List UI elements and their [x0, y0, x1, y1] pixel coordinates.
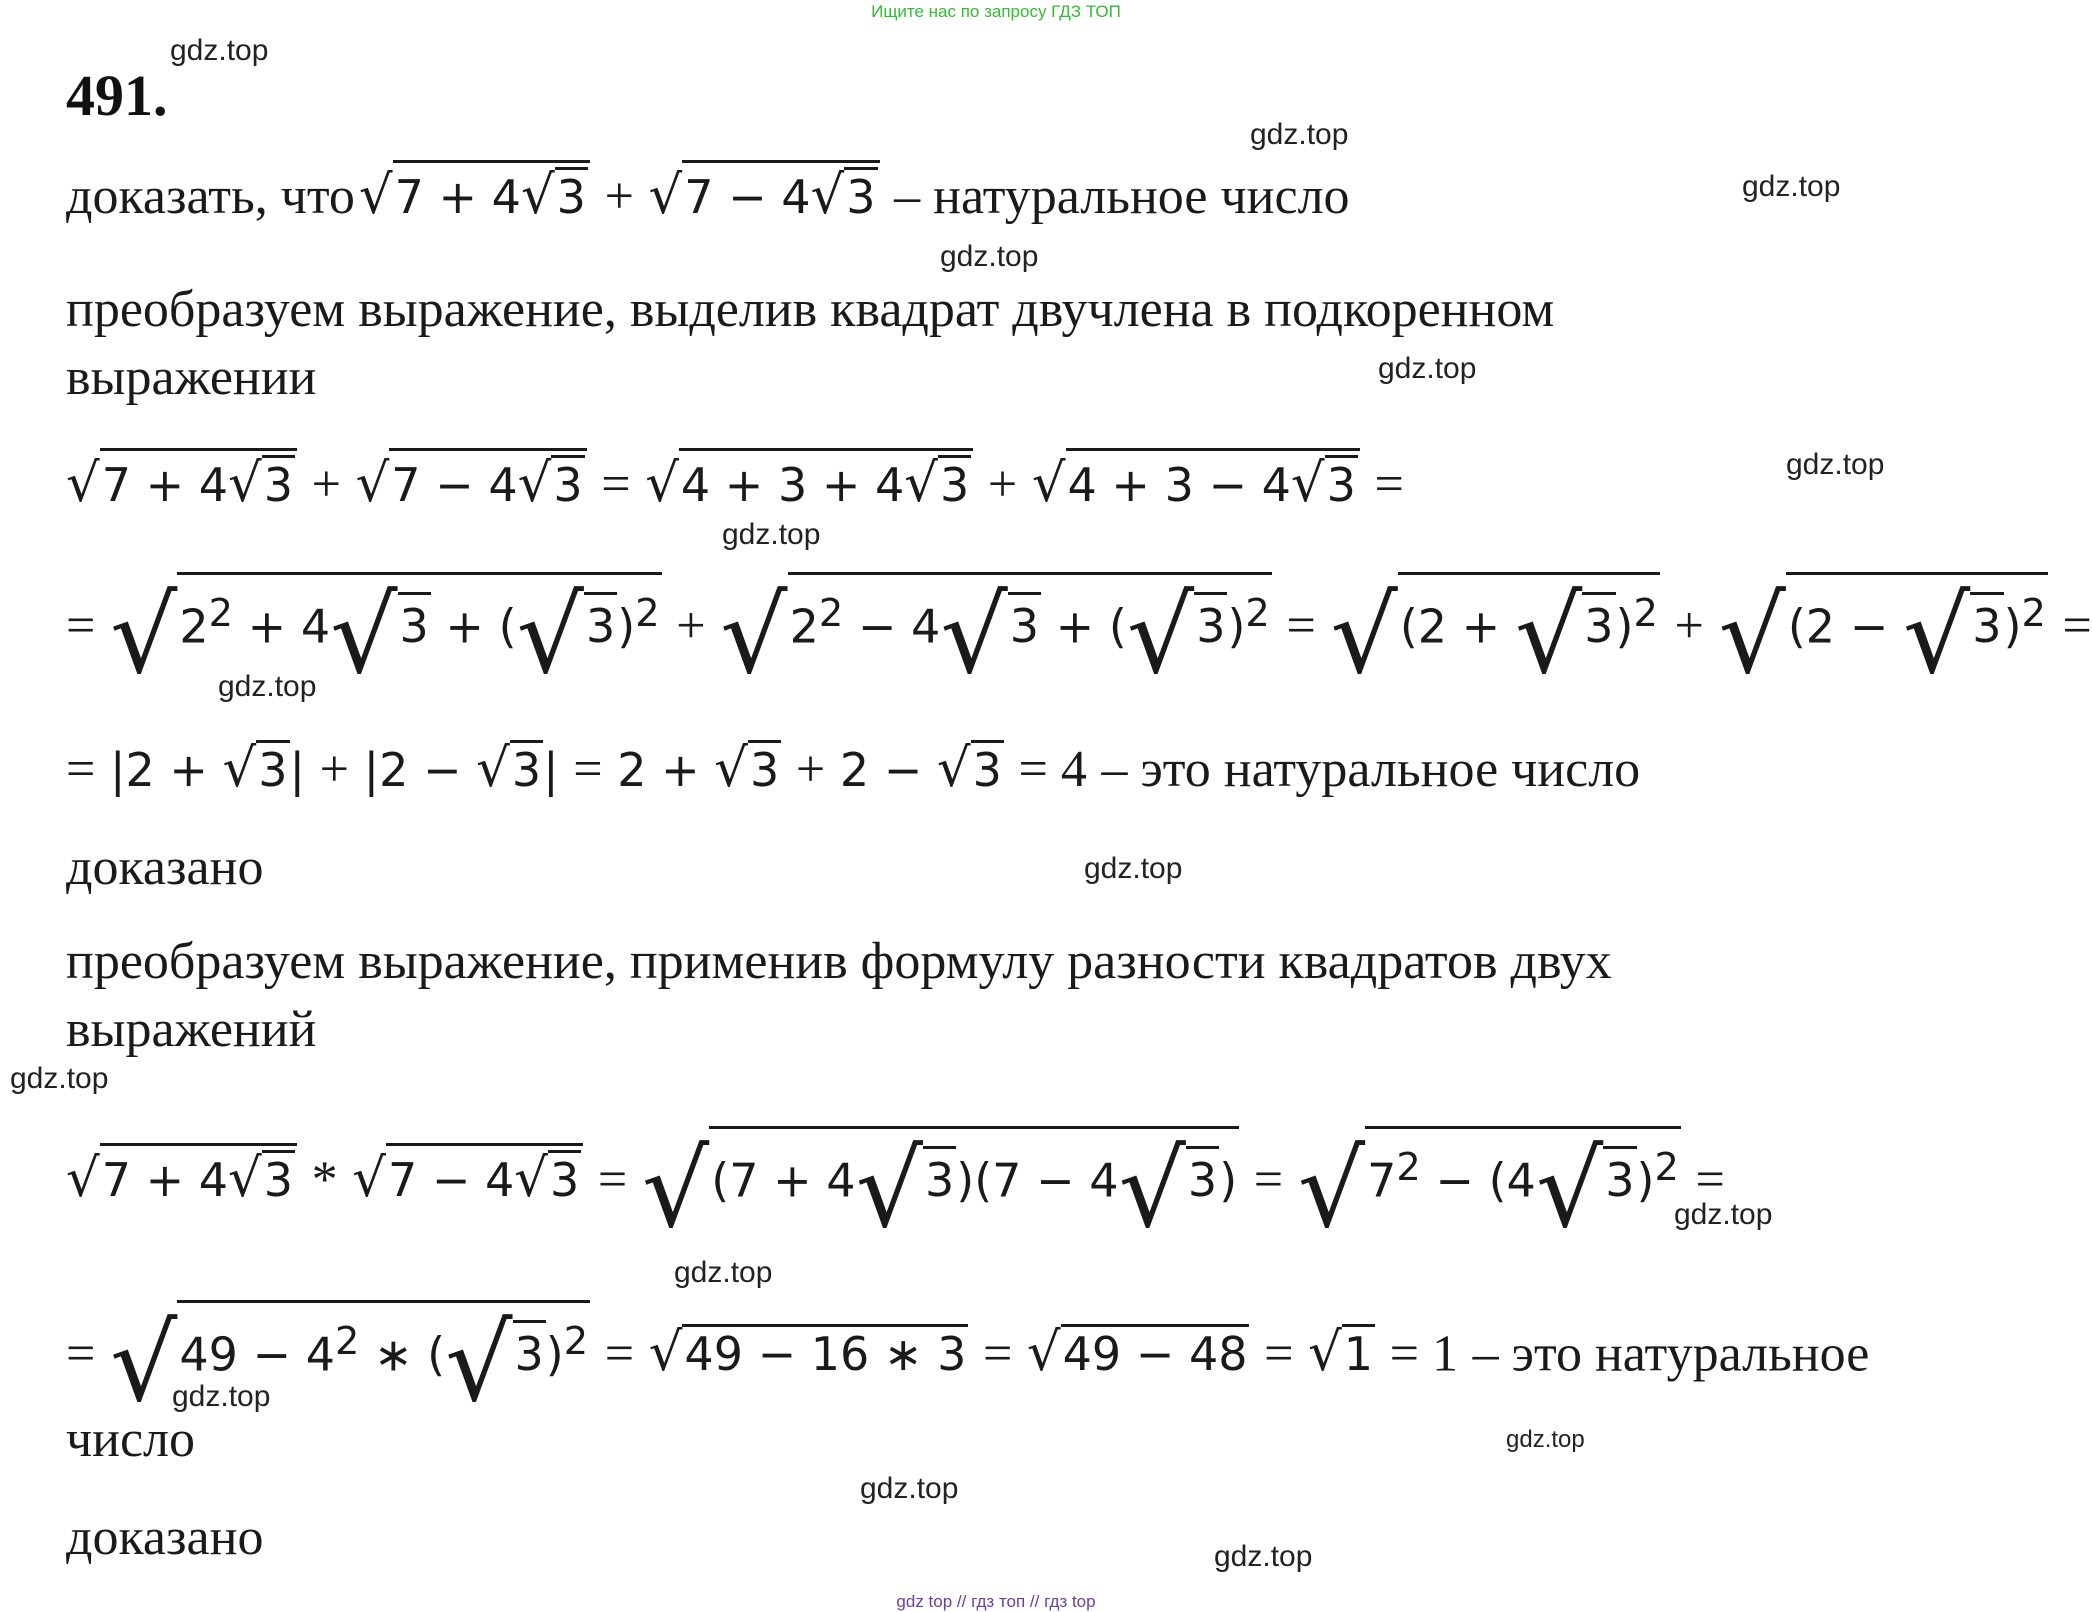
watermark: gdz.top: [674, 1256, 773, 1289]
equation-1-line-3: = |2 + √3| + |2 − √3| = 2 + √3 + 2 − √3 = 4 – это натуральное число: [66, 738, 1641, 799]
statement-line: [66, 160, 1350, 226]
method1-line-a: преобразуем выражение, выделив квадрат двучлена в подкоренном: [66, 281, 1555, 338]
watermark: gdz.top: [1742, 170, 1841, 203]
watermark: gdz.top: [1084, 852, 1183, 885]
search-hint-banner: Ищите нас по запросу ГДЗ ТОП: [871, 2, 1121, 21]
watermark: gdz.top: [172, 1380, 271, 1413]
watermark: gdz.top: [170, 34, 269, 67]
watermark: gdz.top: [940, 240, 1039, 273]
watermark: gdz.top: [1378, 352, 1477, 385]
method1-line-b: выражении: [66, 349, 317, 406]
statement-text: доказать, что: [66, 168, 355, 225]
proved-1: доказано: [66, 839, 264, 896]
watermark: gdz.top: [1214, 1540, 1313, 1573]
watermark: gdz.top: [1786, 448, 1885, 481]
watermark: gdz.top: [860, 1472, 959, 1505]
equation-2-line-2: = $√49 - 4^2$ ∗ $(√3)^2 = √49 - 16$ ∗ 3 = √49 − 48 = √1 = 1 – это натуральное: [66, 1302, 1870, 1425]
equation-2-line-1: $√7 + 4√3 * √7 - 4√3 = √(7 + 4√3)(7 - 4√3) = √7^2 - (4√3)^2$ =: [66, 1128, 1725, 1251]
result2-tail-2: число: [66, 1411, 196, 1468]
footer-links: gdz top // гдз топ // гдз top: [896, 1592, 1096, 1611]
result2-tail: – это натуральное: [1472, 1325, 1870, 1383]
watermark: gdz.top: [722, 518, 821, 551]
method2-line-b: выражений: [66, 1001, 317, 1058]
equation-1-line-2: = $√2^2 + 4√3 + (√3)^2 + √2^2 - 4√3 + (√3)^2 = √(2 + √3)^2 + √(2 - √3)^2$ =: [66, 574, 2092, 697]
watermark: gdz.top: [218, 670, 317, 703]
method2-line-a: преобразуем выражение, применив формулу разности квадратов двух: [66, 933, 1612, 990]
result1-tail: – это натуральное число: [1101, 741, 1641, 798]
problem-number: 491.: [66, 63, 168, 128]
statement-formula: √7 + 4√3 + √7 − 4√3: [359, 170, 894, 224]
proved-2: доказано: [66, 1509, 264, 1566]
watermark: gdz.top: [1674, 1198, 1773, 1231]
equation-1-line-1: √7 + 4√3 + √7 − 4√3 = √4 + 3 + 4√3 + √4 + 3 − 4√3 =: [66, 448, 1404, 514]
statement-tail: – натуральное число: [894, 168, 1350, 225]
watermark: gdz.top: [10, 1062, 109, 1095]
watermark: gdz.top: [1250, 118, 1349, 151]
watermark: gdz.top: [1506, 1426, 1585, 1453]
